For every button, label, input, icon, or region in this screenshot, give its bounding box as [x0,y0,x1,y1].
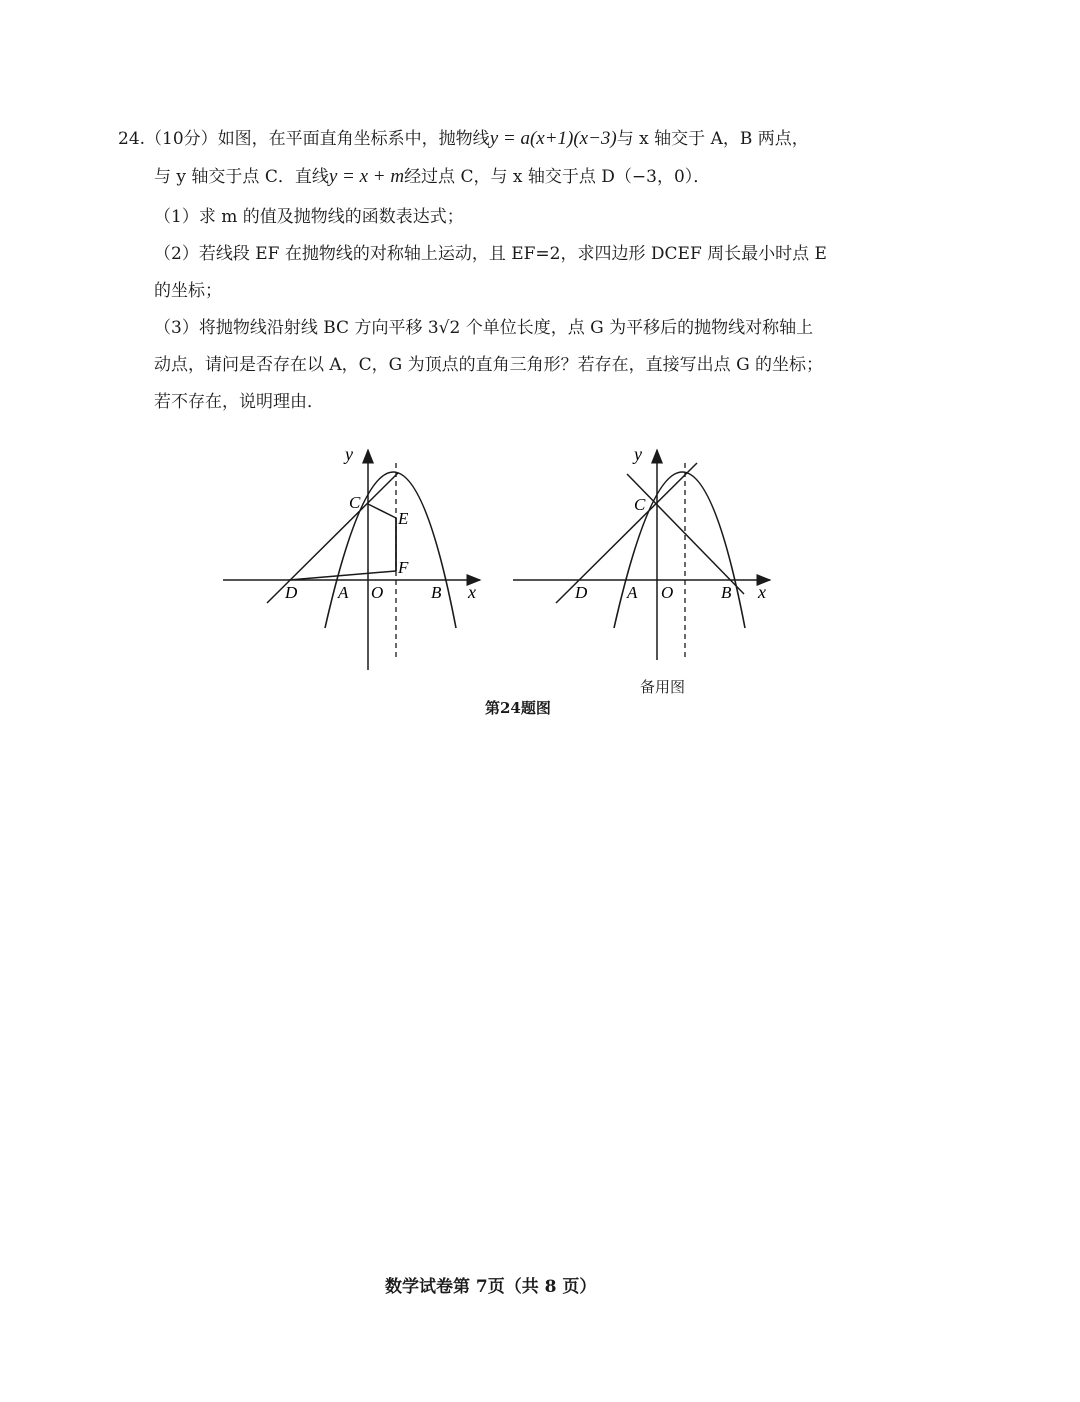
line-equation: y = x + m [328,166,405,187]
label-a: A [338,583,349,602]
label-x: x [468,582,476,602]
figure-backup [505,440,785,670]
label-y: y [634,444,642,464]
segment-df [289,571,396,580]
label-e: E [398,509,409,528]
question-number: 24. [118,129,146,149]
question-text: 与 y 轴交于点 C．直线 [154,167,329,187]
question-text: 与 x 轴交于 A，B 两点， [616,129,809,149]
label-c: C [349,493,361,512]
question-points: （10分） [145,129,218,149]
label-b: B [721,583,732,602]
label-y: y [345,444,353,464]
part-3-line-1: （3）将抛物线沿射线 BC 方向平移 3√2 个单位长度，点 G 为平移后的抛物线对称轴上 [154,318,814,338]
label-x: x [758,582,766,602]
label-o: O [661,583,674,602]
question-line-1 [118,124,809,150]
label-f: F [398,558,409,577]
label-b: B [431,583,442,602]
segment-ce [368,504,396,518]
parabola [325,472,456,628]
part-2-line-2: 的坐标； [154,281,222,301]
page-footer: 数学试卷第 7页（共 8 页） [385,1277,597,1297]
label-d: D [575,583,588,602]
figure-caption: 第24题图 [485,699,551,717]
backup-figure-caption: 备用图 [640,678,686,696]
question-text: 如图，在平面直角坐标系中，抛物线 [217,129,490,149]
figure-main [215,440,495,680]
part-1: （1）求 m 的值及抛物线的函数表达式； [154,207,464,227]
parabola-equation: y = a(x+1)(x−3) [489,128,617,149]
part-3-line-2: 动点，请问是否存在以 A，C，G 为顶点的直角三角形？若存在，直接写出点 G 的坐标； [154,355,824,375]
question-line-2 [154,162,710,188]
label-a: A [627,583,638,602]
label-d: D [285,583,298,602]
line-dc [556,463,697,603]
part-3-line-3: 若不存在，说明理由． [154,392,324,412]
question-text: 经过点 C，与 x 轴交于点 D（−3，0）． [404,167,711,187]
label-o: O [371,583,384,602]
label-c: C [634,495,646,514]
part-2-line-1: （2）若线段 EF 在抛物线的对称轴上运动，且 EF=2，求四边形 DCEF 周长最小时点 E [154,244,827,264]
